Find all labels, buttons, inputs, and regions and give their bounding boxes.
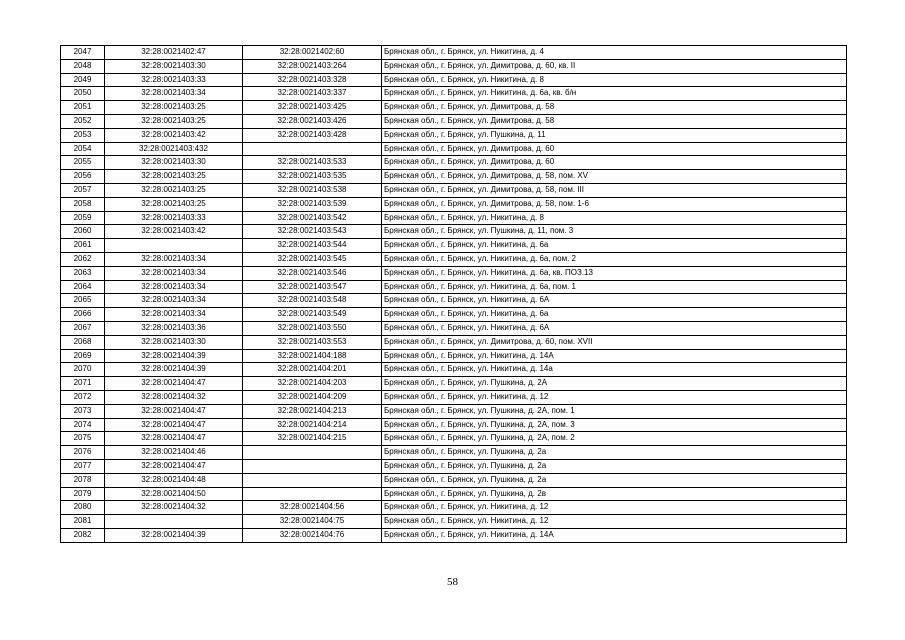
row-number-cell: 2051	[61, 101, 105, 115]
object-cadastral-number-cell: 32:28:0021403:550	[243, 321, 382, 335]
object-cadastral-number-cell: 32:28:0021403:545	[243, 252, 382, 266]
row-number-cell: 2082	[61, 528, 105, 542]
row-number-cell: 2047	[61, 46, 105, 60]
address-cell: Брянская обл., г. Брянск, ул. Никитина, д. 12	[382, 515, 847, 529]
table-row	[61, 363, 847, 377]
address-cell: Брянская обл., г. Брянск, ул. Димитрова, д. 58	[382, 114, 847, 128]
table-row	[61, 239, 847, 253]
row-number-cell: 2066	[61, 308, 105, 322]
table-row	[61, 252, 847, 266]
cadastral-number-cell: 32:28:0021403:34	[105, 87, 243, 101]
row-number-cell: 2074	[61, 418, 105, 432]
cadastral-number-cell: 32:28:0021403:34	[105, 252, 243, 266]
table-row	[61, 487, 847, 501]
cadastral-number-cell: 32:28:0021404:39	[105, 349, 243, 363]
row-number-cell: 2058	[61, 197, 105, 211]
cadastral-number-cell: 32:28:0021403:42	[105, 225, 243, 239]
row-number-cell: 2059	[61, 211, 105, 225]
table-row	[61, 101, 847, 115]
address-cell: Брянская обл., г. Брянск, ул. Никитина, д. 6а	[382, 308, 847, 322]
object-cadastral-number-cell: 32:28:0021403:264	[243, 59, 382, 73]
table-row	[61, 335, 847, 349]
table-row	[61, 280, 847, 294]
table-row	[61, 377, 847, 391]
object-cadastral-number-cell: 32:28:0021404:214	[243, 418, 382, 432]
object-cadastral-number-cell: 32:28:0021404:203	[243, 377, 382, 391]
cadastral-number-cell: 32:28:0021403:30	[105, 156, 243, 170]
table-row	[61, 128, 847, 142]
table-row	[61, 197, 847, 211]
object-cadastral-number-cell: 32:28:0021403:535	[243, 170, 382, 184]
row-number-cell: 2070	[61, 363, 105, 377]
object-cadastral-number-cell: 32:28:0021403:337	[243, 87, 382, 101]
address-cell: Брянская обл., г. Брянск, ул. Пушкина, д. 2А	[382, 377, 847, 391]
object-cadastral-number-cell: 32:28:0021403:547	[243, 280, 382, 294]
cadastral-number-cell: 32:28:0021404:32	[105, 501, 243, 515]
cadastral-number-cell: 32:28:0021403:34	[105, 280, 243, 294]
cadastral-number-cell: 32:28:0021404:50	[105, 487, 243, 501]
table-row	[61, 294, 847, 308]
object-cadastral-number-cell: 32:28:0021403:553	[243, 335, 382, 349]
address-cell: Брянская обл., г. Брянск, ул. Никитина, д. 6А	[382, 294, 847, 308]
object-cadastral-number-cell: 32:28:0021403:533	[243, 156, 382, 170]
cadastral-number-cell: 32:28:0021403:34	[105, 308, 243, 322]
address-cell: Брянская обл., г. Брянск, ул. Димитрова, д. 58, пом. 1-6	[382, 197, 847, 211]
row-number-cell: 2055	[61, 156, 105, 170]
cadastral-number-cell: 32:28:0021403:432	[105, 142, 243, 156]
row-number-cell: 2054	[61, 142, 105, 156]
table-row	[61, 59, 847, 73]
object-cadastral-number-cell	[243, 142, 382, 156]
register-table	[60, 45, 847, 543]
table-row	[61, 459, 847, 473]
row-number-cell: 2079	[61, 487, 105, 501]
table-row	[61, 432, 847, 446]
object-cadastral-number-cell: 32:28:0021403:548	[243, 294, 382, 308]
object-cadastral-number-cell: 32:28:0021403:538	[243, 183, 382, 197]
address-cell: Брянская обл., г. Брянск, ул. Никитина, д. 14А	[382, 349, 847, 363]
table-row	[61, 404, 847, 418]
object-cadastral-number-cell	[243, 459, 382, 473]
object-cadastral-number-cell: 32:28:0021404:209	[243, 390, 382, 404]
object-cadastral-number-cell: 32:28:0021404:76	[243, 528, 382, 542]
address-cell: Брянская обл., г. Брянск, ул. Никитина, д. 6а, кв. б/н	[382, 87, 847, 101]
table-row	[61, 390, 847, 404]
address-cell: Брянская обл., г. Брянск, ул. Димитрова, д. 58, пом. III	[382, 183, 847, 197]
cadastral-number-cell: 32:28:0021404:47	[105, 418, 243, 432]
cadastral-number-cell: 32:28:0021403:30	[105, 59, 243, 73]
row-number-cell: 2056	[61, 170, 105, 184]
row-number-cell: 2057	[61, 183, 105, 197]
address-cell: Брянская обл., г. Брянск, ул. Димитрова, д. 60, кв. II	[382, 59, 847, 73]
cadastral-number-cell: 32:28:0021403:34	[105, 266, 243, 280]
address-cell: Брянская обл., г. Брянск, ул. Димитрова, д. 60, пом. XVII	[382, 335, 847, 349]
row-number-cell: 2052	[61, 114, 105, 128]
row-number-cell: 2049	[61, 73, 105, 87]
row-number-cell: 2068	[61, 335, 105, 349]
page-number: 58	[447, 576, 458, 588]
cadastral-number-cell: 32:28:0021404:47	[105, 404, 243, 418]
row-number-cell: 2048	[61, 59, 105, 73]
object-cadastral-number-cell: 32:28:0021403:549	[243, 308, 382, 322]
object-cadastral-number-cell: 32:28:0021403:328	[243, 73, 382, 87]
object-cadastral-number-cell: 32:28:0021402:60	[243, 46, 382, 60]
table-row	[61, 308, 847, 322]
cadastral-number-cell: 32:28:0021403:30	[105, 335, 243, 349]
cadastral-number-cell: 32:28:0021402:47	[105, 46, 243, 60]
address-cell: Брянская обл., г. Брянск, ул. Никитина, д. 6А	[382, 321, 847, 335]
address-cell: Брянская обл., г. Брянск, ул. Никитина, д. 12	[382, 501, 847, 515]
object-cadastral-number-cell: 32:28:0021403:544	[243, 239, 382, 253]
row-number-cell: 2050	[61, 87, 105, 101]
address-cell: Брянская обл., г. Брянск, ул. Никитина, д. 6а	[382, 239, 847, 253]
object-cadastral-number-cell: 32:28:0021403:426	[243, 114, 382, 128]
table-row	[61, 73, 847, 87]
address-cell: Брянская обл., г. Брянск, ул. Пушкина, д. 2А, пом. 2	[382, 432, 847, 446]
cadastral-number-cell: 32:28:0021403:25	[105, 101, 243, 115]
cadastral-number-cell: 32:28:0021404:46	[105, 446, 243, 460]
address-cell: Брянская обл., г. Брянск, ул. Димитрова, д. 58	[382, 101, 847, 115]
row-number-cell: 2071	[61, 377, 105, 391]
table-row	[61, 46, 847, 60]
row-number-cell: 2053	[61, 128, 105, 142]
cadastral-number-cell: 32:28:0021403:25	[105, 183, 243, 197]
table-row	[61, 225, 847, 239]
document-page	[60, 45, 847, 543]
cadastral-number-cell: 32:28:0021404:47	[105, 459, 243, 473]
cadastral-number-cell: 32:28:0021403:25	[105, 170, 243, 184]
table-row	[61, 142, 847, 156]
address-cell: Брянская обл., г. Брянск, ул. Никитина, д. 4	[382, 46, 847, 60]
table-row	[61, 266, 847, 280]
object-cadastral-number-cell: 32:28:0021403:428	[243, 128, 382, 142]
address-cell: Брянская обл., г. Брянск, ул. Никитина, д. 8	[382, 73, 847, 87]
object-cadastral-number-cell: 32:28:0021403:539	[243, 197, 382, 211]
object-cadastral-number-cell: 32:28:0021403:542	[243, 211, 382, 225]
cadastral-number-cell	[105, 515, 243, 529]
row-number-cell: 2063	[61, 266, 105, 280]
row-number-cell: 2073	[61, 404, 105, 418]
object-cadastral-number-cell: 32:28:0021404:75	[243, 515, 382, 529]
cadastral-number-cell: 32:28:0021404:39	[105, 363, 243, 377]
address-cell: Брянская обл., г. Брянск, ул. Димитрова, д. 60	[382, 142, 847, 156]
table-row	[61, 418, 847, 432]
table-row	[61, 114, 847, 128]
table-row	[61, 528, 847, 542]
address-cell: Брянская обл., г. Брянск, ул. Никитина, д. 6а, пом. 1	[382, 280, 847, 294]
object-cadastral-number-cell: 32:28:0021404:215	[243, 432, 382, 446]
address-cell: Брянская обл., г. Брянск, ул. Пушкина, д. 11	[382, 128, 847, 142]
cadastral-number-cell: 32:28:0021404:47	[105, 377, 243, 391]
table-row	[61, 87, 847, 101]
row-number-cell: 2077	[61, 459, 105, 473]
cadastral-number-cell: 32:28:0021404:32	[105, 390, 243, 404]
table-row	[61, 446, 847, 460]
address-cell: Брянская обл., г. Брянск, ул. Димитрова, д. 60	[382, 156, 847, 170]
cadastral-number-cell: 32:28:0021404:48	[105, 473, 243, 487]
row-number-cell: 2069	[61, 349, 105, 363]
address-cell: Брянская обл., г. Брянск, ул. Пушкина, д. 2А, пом. 3	[382, 418, 847, 432]
address-cell: Брянская обл., г. Брянск, ул. Пушкина, д. 2а	[382, 459, 847, 473]
cadastral-number-cell: 32:28:0021404:47	[105, 432, 243, 446]
row-number-cell: 2060	[61, 225, 105, 239]
row-number-cell: 2065	[61, 294, 105, 308]
row-number-cell: 2081	[61, 515, 105, 529]
object-cadastral-number-cell: 32:28:0021403:546	[243, 266, 382, 280]
object-cadastral-number-cell: 32:28:0021404:56	[243, 501, 382, 515]
object-cadastral-number-cell: 32:28:0021404:201	[243, 363, 382, 377]
cadastral-number-cell: 32:28:0021403:25	[105, 197, 243, 211]
object-cadastral-number-cell: 32:28:0021403:425	[243, 101, 382, 115]
table-row	[61, 211, 847, 225]
address-cell: Брянская обл., г. Брянск, ул. Пушкина, д. 2а	[382, 446, 847, 460]
row-number-cell: 2076	[61, 446, 105, 460]
object-cadastral-number-cell: 32:28:0021404:213	[243, 404, 382, 418]
table-row	[61, 183, 847, 197]
row-number-cell: 2067	[61, 321, 105, 335]
object-cadastral-number-cell: 32:28:0021403:543	[243, 225, 382, 239]
object-cadastral-number-cell	[243, 473, 382, 487]
row-number-cell: 2080	[61, 501, 105, 515]
row-number-cell: 2064	[61, 280, 105, 294]
cadastral-number-cell: 32:28:0021403:36	[105, 321, 243, 335]
table-row	[61, 321, 847, 335]
cadastral-number-cell: 32:28:0021404:39	[105, 528, 243, 542]
table-row	[61, 501, 847, 515]
table-row	[61, 515, 847, 529]
address-cell: Брянская обл., г. Брянск, ул. Никитина, д. 6а, кв. ПОЗ.13	[382, 266, 847, 280]
table-row	[61, 156, 847, 170]
address-cell: Брянская обл., г. Брянск, ул. Никитина, д. 6а, пом. 2	[382, 252, 847, 266]
address-cell: Брянская обл., г. Брянск, ул. Никитина, д. 12	[382, 390, 847, 404]
cadastral-number-cell	[105, 239, 243, 253]
row-number-cell: 2078	[61, 473, 105, 487]
object-cadastral-number-cell: 32:28:0021404:188	[243, 349, 382, 363]
address-cell: Брянская обл., г. Брянск, ул. Никитина, д. 8	[382, 211, 847, 225]
row-number-cell: 2075	[61, 432, 105, 446]
cadastral-number-cell: 32:28:0021403:42	[105, 128, 243, 142]
address-cell: Брянская обл., г. Брянск, ул. Димитрова, д. 58, пом. XV	[382, 170, 847, 184]
address-cell: Брянская обл., г. Брянск, ул. Пушкина, д. 2в	[382, 487, 847, 501]
table-row	[61, 473, 847, 487]
object-cadastral-number-cell	[243, 487, 382, 501]
cadastral-number-cell: 32:28:0021403:33	[105, 211, 243, 225]
cadastral-number-cell: 32:28:0021403:33	[105, 73, 243, 87]
address-cell: Брянская обл., г. Брянск, ул. Никитина, д. 14а	[382, 363, 847, 377]
row-number-cell: 2072	[61, 390, 105, 404]
object-cadastral-number-cell	[243, 446, 382, 460]
address-cell: Брянская обл., г. Брянск, ул. Пушкина, д. 2А, пом. 1	[382, 404, 847, 418]
table-row	[61, 170, 847, 184]
address-cell: Брянская обл., г. Брянск, ул. Никитина, д. 14А	[382, 528, 847, 542]
address-cell: Брянская обл., г. Брянск, ул. Пушкина, д. 11, пом. 3	[382, 225, 847, 239]
register-table-body	[61, 46, 847, 543]
row-number-cell: 2062	[61, 252, 105, 266]
cadastral-number-cell: 32:28:0021403:25	[105, 114, 243, 128]
row-number-cell: 2061	[61, 239, 105, 253]
address-cell: Брянская обл., г. Брянск, ул. Пушкина, д. 2а	[382, 473, 847, 487]
cadastral-number-cell: 32:28:0021403:34	[105, 294, 243, 308]
table-row	[61, 349, 847, 363]
